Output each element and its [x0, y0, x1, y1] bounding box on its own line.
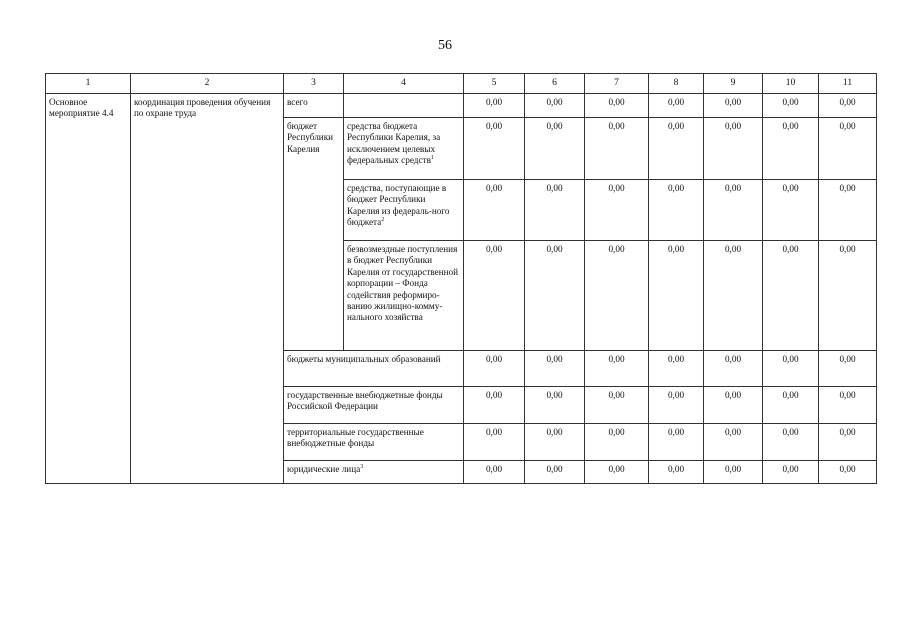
column-header: 7	[585, 74, 649, 94]
column-header: 8	[649, 74, 704, 94]
value-cell: 0,00	[649, 118, 704, 180]
table-row	[46, 94, 877, 118]
activity-description: координация проведения обучения по охране труда	[131, 94, 284, 484]
sub-row-label: средства бюджета Республики Карелия, за исключением целевых федеральных средств$^1$	[344, 118, 464, 180]
value-cell: 0,00	[585, 180, 649, 241]
column-header: 10	[763, 74, 819, 94]
value-cell: 0,00	[464, 118, 525, 180]
activity-name: Основное мероприятие 4.4	[46, 94, 131, 484]
value-cell: 0,00	[525, 180, 585, 241]
value-cell: 0,00	[704, 180, 763, 241]
value-cell: 0,00	[585, 461, 649, 484]
column-header: 11	[819, 74, 877, 94]
column-header: 4	[344, 74, 464, 94]
value-cell: 0,00	[649, 461, 704, 484]
value-cell: 0,00	[704, 94, 763, 118]
value-cell: 0,00	[819, 424, 877, 461]
value-cell: 0,00	[464, 94, 525, 118]
table-header-row	[46, 74, 877, 94]
value-cell: 0,00	[464, 351, 525, 387]
value-cell: 0,00	[585, 424, 649, 461]
value-cell: 0,00	[464, 387, 525, 424]
value-cell: 0,00	[704, 461, 763, 484]
value-cell: 0,00	[464, 461, 525, 484]
value-cell: 0,00	[464, 180, 525, 241]
value-cell: 0,00	[525, 94, 585, 118]
value-cell: 0,00	[464, 241, 525, 351]
budget-table	[45, 73, 877, 484]
value-cell: 0,00	[525, 351, 585, 387]
value-cell: 0,00	[819, 387, 877, 424]
row-label-municipal: бюджеты муниципальных образований	[284, 351, 464, 387]
page-number: 56	[438, 38, 452, 53]
row-label-legal-entities: юридические лица$^3$	[284, 461, 464, 484]
value-cell: 0,00	[464, 424, 525, 461]
column-header: 2	[131, 74, 284, 94]
value-cell: 0,00	[649, 180, 704, 241]
value-cell: 0,00	[704, 387, 763, 424]
value-cell: 0,00	[763, 351, 819, 387]
value-cell: 0,00	[525, 387, 585, 424]
value-cell: 0,00	[649, 241, 704, 351]
value-cell: 0,00	[819, 351, 877, 387]
value-cell: 0,00	[525, 424, 585, 461]
column-header: 5	[464, 74, 525, 94]
value-cell: 0,00	[763, 424, 819, 461]
column-header: 6	[525, 74, 585, 94]
value-cell: 0,00	[819, 180, 877, 241]
value-cell: 0,00	[525, 118, 585, 180]
value-cell: 0,00	[819, 118, 877, 180]
row-label-territorial-funds: территориальные государственные внебюджетные фонды	[284, 424, 464, 461]
column-header: 3	[284, 74, 344, 94]
value-cell: 0,00	[649, 387, 704, 424]
value-cell: 0,00	[585, 387, 649, 424]
value-cell: 0,00	[585, 351, 649, 387]
sub-row-label: безвозмездные поступления в бюджет Республики Карелия от государственной корпорации – Фонда содействия реформиро-ванию жилищно-комму-нального хозяйства	[344, 241, 464, 351]
value-cell: 0,00	[763, 387, 819, 424]
empty-cell	[344, 94, 464, 118]
row-label-total: всего	[284, 94, 344, 118]
column-header: 1	[46, 74, 131, 94]
value-cell: 0,00	[585, 241, 649, 351]
value-cell: 0,00	[819, 461, 877, 484]
value-cell: 0,00	[763, 94, 819, 118]
row-label-state-funds: государственные внебюджетные фонды Российской Федерации	[284, 387, 464, 424]
value-cell: 0,00	[585, 94, 649, 118]
column-header: 9	[704, 74, 763, 94]
value-cell: 0,00	[763, 118, 819, 180]
value-cell: 0,00	[525, 241, 585, 351]
value-cell: 0,00	[704, 424, 763, 461]
value-cell: 0,00	[704, 351, 763, 387]
value-cell: 0,00	[819, 241, 877, 351]
row-label-rk-budget: бюджет Республики Карелия	[284, 118, 344, 351]
value-cell: 0,00	[525, 461, 585, 484]
value-cell: 0,00	[585, 118, 649, 180]
value-cell: 0,00	[819, 94, 877, 118]
value-cell: 0,00	[763, 180, 819, 241]
value-cell: 0,00	[649, 351, 704, 387]
value-cell: 0,00	[649, 94, 704, 118]
value-cell: 0,00	[704, 241, 763, 351]
value-cell: 0,00	[704, 118, 763, 180]
value-cell: 0,00	[763, 461, 819, 484]
sub-row-label: средства, поступающие в бюджет Республики Карелия из федераль-ного бюджета$^2$	[344, 180, 464, 241]
value-cell: 0,00	[649, 424, 704, 461]
value-cell: 0,00	[763, 241, 819, 351]
